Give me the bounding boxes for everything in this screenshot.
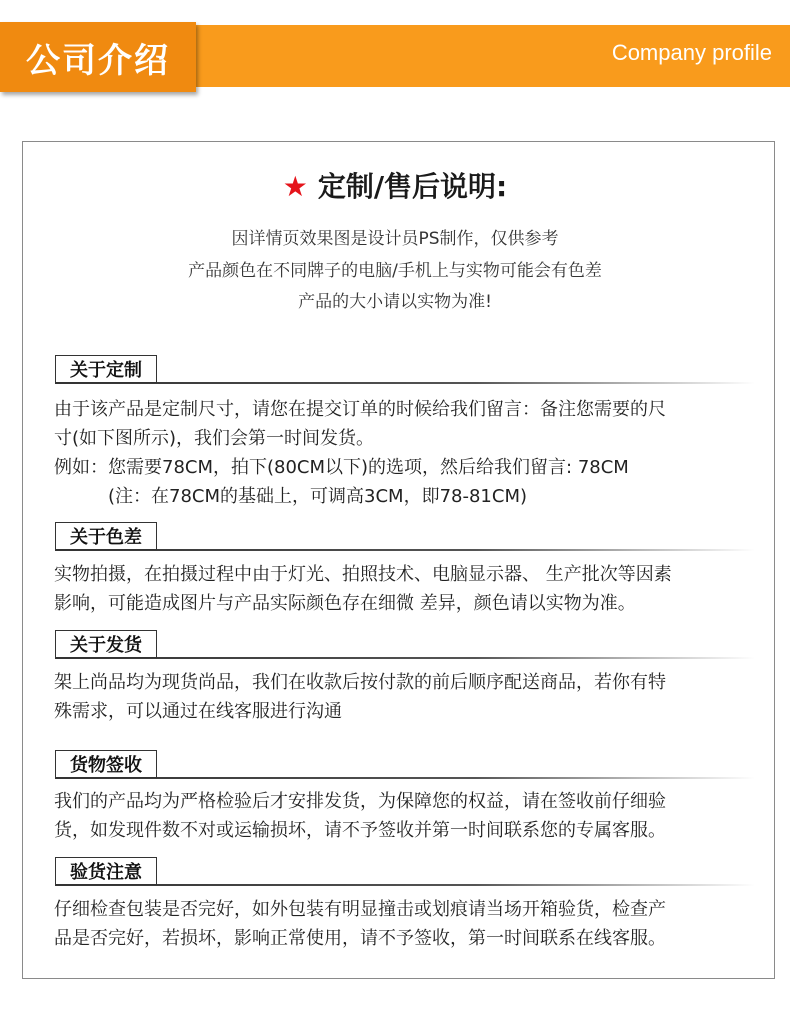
banner-subtitle: Company profile xyxy=(611,40,772,65)
text-line: 品是否完好，若损坏，影响正常使用，请不予签收，第一时间联系在线客服。 xyxy=(54,928,666,949)
intro-line: 因详情页效果图是设计员PS制作，仅供参考 xyxy=(231,229,559,249)
section-text-inspection xyxy=(54,895,744,953)
section-label-inspection: 验货注意 xyxy=(55,857,157,885)
text-line-note: (注：在78CM的基础上，可调高3CM，即78-81CM) xyxy=(108,486,527,507)
section-label-color-difference: 关于色差 xyxy=(55,522,157,550)
text-line: 实物拍摄，在拍摄过程中由于灯光、拍照技术、电脑显示器、 生产批次等因素 xyxy=(54,564,672,585)
section-divider xyxy=(55,884,755,886)
intro-line: 产品的大小请以实物为准! xyxy=(298,292,492,312)
red-star-icon: ★ xyxy=(282,170,308,203)
section-divider xyxy=(55,657,755,659)
intro-line: 产品颜色在不同牌子的电脑/手机上与实物可能会有色差 xyxy=(188,261,602,281)
section-text-customization xyxy=(54,395,744,511)
section-divider xyxy=(55,382,755,384)
section-label-receipt: 货物签收 xyxy=(55,750,157,778)
section-text-color-difference xyxy=(54,560,744,618)
text-line: 由于该产品是定制尺寸，请您在提交订单的时候给我们留言：备注您需要的尺 xyxy=(54,399,666,420)
text-line: 架上尚品均为现货尚品，我们在收款后按付款的前后顺序配送商品，若你有特 xyxy=(54,672,666,693)
section-text-shipping xyxy=(54,668,744,726)
section-label-shipping: 关于发货 xyxy=(55,630,157,658)
text-line: 仔细检查包装是否完好，如外包装有明显撞击或划痕请当场开箱验货，检查产 xyxy=(54,899,666,920)
text-line: 例如：您需要78CM，拍下(80CM以下)的选项，然后给我们留言: 78CM xyxy=(54,457,629,478)
text-line: 货，如发现件数不对或运输损坏，请不予签收并第一时间联系您的专属客服。 xyxy=(54,820,666,841)
section-label-customization: 关于定制 xyxy=(55,355,157,383)
text-line: 我们的产品均为严格检验后才安排发货，为保障您的权益，请在签收前仔细验 xyxy=(54,791,666,812)
section-divider xyxy=(55,549,755,551)
text-line: 殊需求，可以通过在线客服进行沟通 xyxy=(54,701,342,722)
heading-text: 定制/售后说明: xyxy=(317,170,508,203)
text-line: 影响，可能造成图片与产品实际颜色存在细微 差异，颜色请以实物为准。 xyxy=(54,593,636,614)
text-line: 寸(如下图所示)，我们会第一时间发货。 xyxy=(54,428,375,449)
page-heading xyxy=(0,165,790,205)
banner-title: 公司介绍 xyxy=(26,40,170,81)
section-divider xyxy=(55,777,755,779)
banner-title-box xyxy=(0,22,196,92)
section-text-receipt xyxy=(54,787,744,845)
